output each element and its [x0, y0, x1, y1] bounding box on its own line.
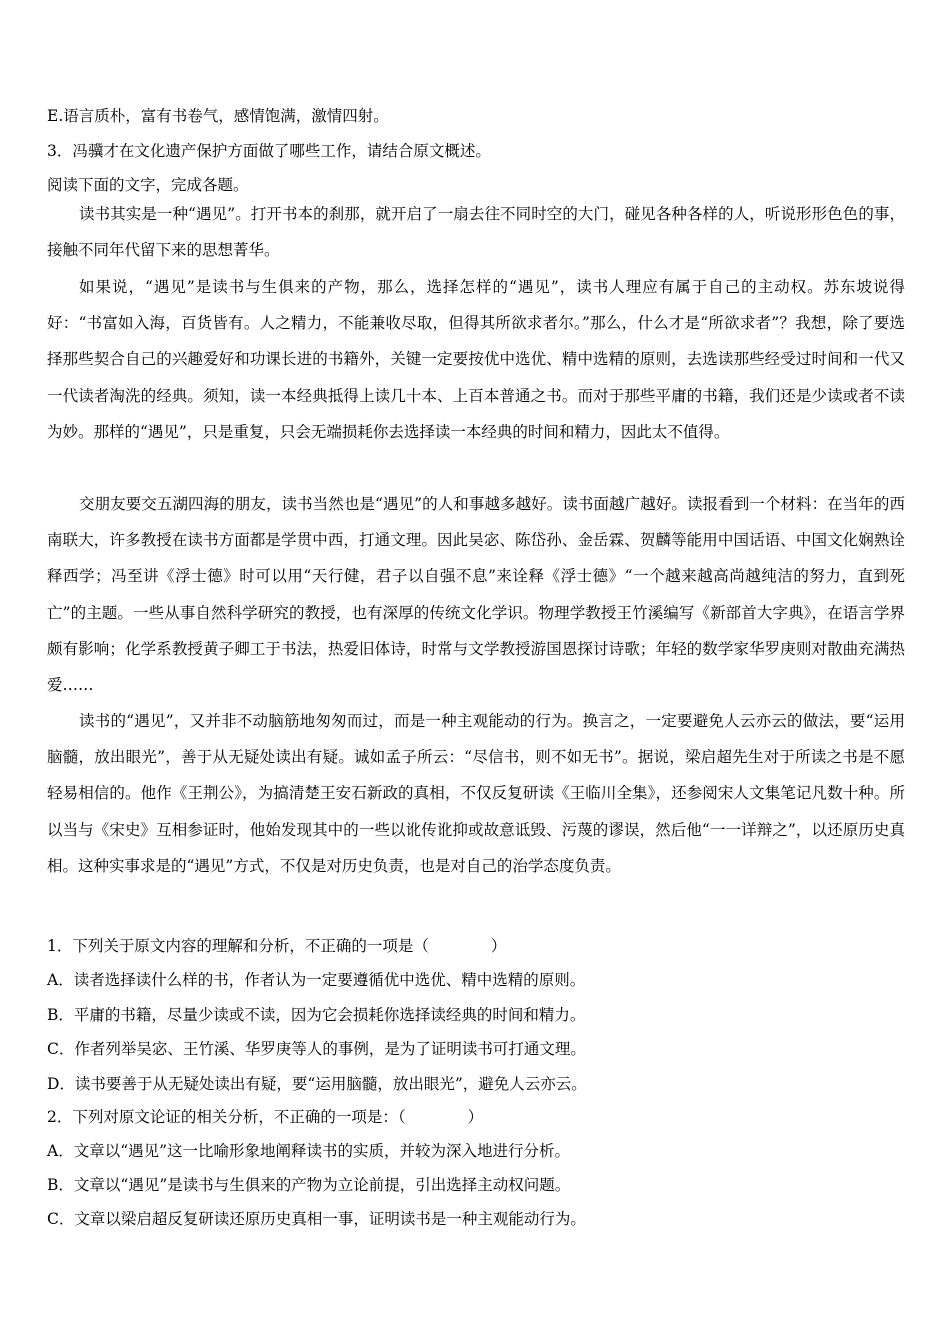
question-2-stem: 2．下列对原文论证的相关分析，不正确的一项是：（ ） — [47, 1108, 484, 1126]
question-2-option-a: A．文章以“遇见”这一比喻形象地阐释读书的实质，并较为深入地进行分析。 — [47, 1142, 571, 1160]
question-3: 3．冯骥才在文化遗产保护方面做了哪些工作，请结合原文概述。 — [47, 142, 491, 160]
passage-paragraph-4: 读书的“遇见”，又并非不动脑筋地匆匆而过，而是一种主观能动的行为。换言之，一定要避免人云亦云的做法，要“运用脑髓，放出眼光”，善于从无疑处读出有疑。诚如孟子所云：“尽信书，则不如无书”。据说，梁启超先生对于所读之书是不愿轻易相信的。他作《王荆公》，为搞清楚王安石新政的真相，不仅反复研读《王临川全集》，还参阅宋人文集笔记凡数十种。所以当与《宋史》互相参证时，他始发现其中的一些以讹传讹抑或故意诋毁、污蔑的谬误，然后他“一一详辩之”，以还原历史真相。这种实事求是的“遇见”方式，不仅是对历史负责，也是对自己的治学态度负责。 — [47, 712, 905, 875]
option-e-line: E.语言质朴，富有书卷气，感情饱满，激情四射。 — [47, 107, 389, 125]
question-1-option-a: A．读者选择读什么样的书，作者认为一定要遵循优中选优、精中选精的原则。 — [47, 971, 586, 989]
passage-paragraph-1: 读书其实是一种“遇见”。打开书本的刹那，就开启了一扇去往不同时空的大门，碰见各种各样的人，听说形形色色的事，接触不同年代留下来的思想菁华。 — [47, 205, 905, 260]
question-1-option-b: B．平庸的书籍，尽量少读或不读，因为它会损耗你选择读经典的时间和精力。 — [47, 1006, 586, 1024]
question-1-option-d: D．读书要善于从无疑处读出有疑，要“运用脑髓，放出眼光”，避免人云亦云。 — [47, 1075, 587, 1093]
passage-paragraph-2: 如果说，“遇见”是读书与生俱来的产物，那么，选择怎样的“遇见”，读书人理应有属于自己的主动权。苏东坡说得好：“书富如入海，百货皆有。人之精力，不能兼收尽取，但得其所欲求者尔。”那么，什么才是“所欲求者”？我想，除了要选择那些契合自己的兴趣爱好和功课长进的书籍外，关键一定要按优中选优、精中选精的原则，去选读那些经受过时间和一代又一代读者淘洗的经典。须知，读一本经典抵得上读几十本、上百本普通之书。而对于那些平庸的书籍，我们还是少读或者不读为妙。那样的“遇见”，只是重复，只会无端损耗你去选择读一本经典的时间和精力，因此太不值得。 — [47, 278, 905, 441]
question-2-option-c: C．文章以梁启超反复研读还原历史真相一事，证明读书是一种主观能动行为。 — [47, 1210, 586, 1228]
question-2-option-b: B．文章以“遇见”是读书与生俱来的产物为立论前提，引出选择主动权问题。 — [47, 1176, 571, 1194]
question-1-stem: 1．下列关于原文内容的理解和分析，不正确的一项是（ ） — [47, 937, 507, 955]
reading-instruction: 阅读下面的文字，完成各题。 — [47, 176, 249, 194]
passage-paragraph-3: 交朋友要交五湖四海的朋友，读书当然也是“遇见”的人和事越多越好。读书面越广越好。读报看到一个材料：在当年的西南联大，许多教授在读书方面都是学贯中西，打通文理。因此吴宓、陈岱孙、金岳霖、贺麟等能用中国话语、中国文化娴熟诠释西学；冯至讲《浮士德》时可以用“天行健，君子以自强不息”来诠释《浮士德》“一个越来越高尚越纯洁的努力，直到死亡”的主题。一些从事自然科学研究的教授，也有深厚的传统文化学识。物理学教授王竹溪编写《新部首大字典》，在语言学界颇有影响；化学系教授黄子卿工于书法，热爱旧体诗，时常与文学教授游国恩探讨诗歌；年轻的数学家华罗庚则对散曲充满热爱…… — [47, 495, 905, 695]
question-1-option-c: C．作者列举吴宓、王竹溪、华罗庚等人的事例，是为了证明读书可打通文理。 — [47, 1040, 586, 1058]
